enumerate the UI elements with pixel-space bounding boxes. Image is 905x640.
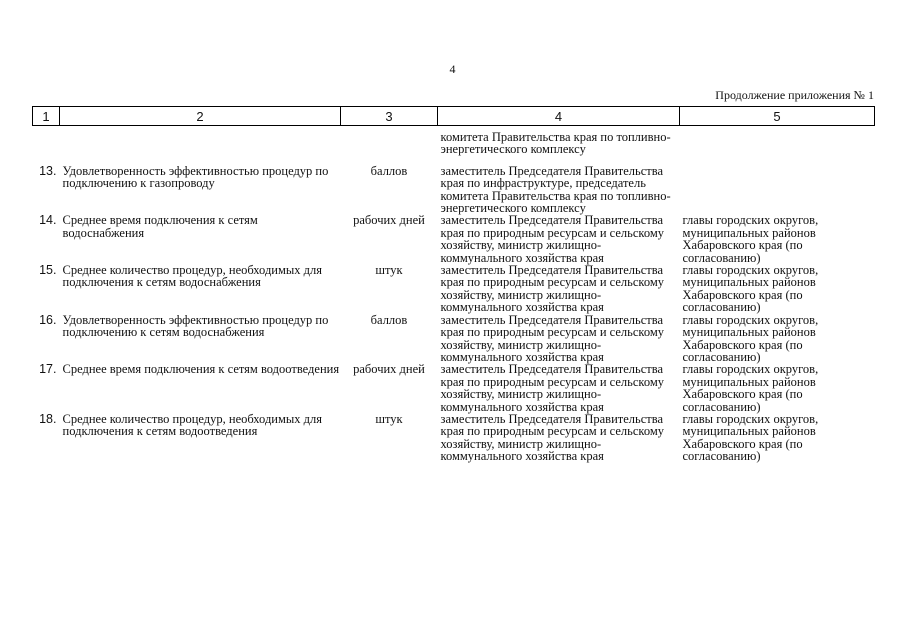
table-row <box>33 413 875 463</box>
column-header-3: 3 <box>341 107 438 126</box>
unit-cell: баллов <box>370 163 408 178</box>
responsible-cell: заместитель Председателя Правительства края по инфраструктуре, председатель комитета Правительства края по топливно-энергетического комплексу <box>440 163 671 216</box>
row-number: 18. <box>39 411 57 426</box>
executors-cell <box>680 126 875 165</box>
table-row <box>33 214 875 264</box>
indicator-cell: Удовлетворенность эффективностью процедур по подключению к сетям водоснабжения <box>62 312 329 340</box>
responsible-cell: заместитель Председателя Правительства края по природным ресурсам и сельскому хозяйству, министр жилищно-коммунального хозяйства края <box>440 263 664 315</box>
table-body <box>33 126 875 463</box>
executors-cell: главы городских округов, муниципальных районов Хабаровского края (по согласованию) <box>682 263 819 315</box>
indicator-cell: Среднее время подключения к сетям водоснабжения <box>62 213 258 240</box>
table-row <box>33 165 875 215</box>
responsible-cell: заместитель Председателя Правительства края по природным ресурсам и сельскому хозяйству, министр жилищно-коммунального хозяйства края <box>440 362 664 414</box>
row-number: 17. <box>39 362 57 377</box>
responsible-cell: заместитель Председателя Правительства края по природным ресурсам и сельскому хозяйству, министр жилищно-коммунального хозяйства края <box>440 213 664 265</box>
unit-cell: штук <box>375 411 403 426</box>
appendix-continuation-label: Продолжение приложения № 1 <box>715 88 874 102</box>
column-header-1: 1 <box>33 107 60 126</box>
executors-cell: главы городских округов, муниципальных районов Хабаровского края (по согласованию) <box>682 213 819 265</box>
appendix-table <box>32 106 875 463</box>
indicator-cell: Среднее время подключения к сетям водоотведения <box>62 362 340 377</box>
executors-cell: главы городских округов, муниципальных районов Хабаровского края (по согласованию) <box>682 362 819 414</box>
indicator-cell: Среднее количество процедур, необходимых для подключения к сетям водоснабжения <box>62 263 323 290</box>
row-number: 16. <box>39 312 57 327</box>
responsible-cell: заместитель Председателя Правительства края по природным ресурсам и сельскому хозяйству, министр жилищно-коммунального хозяйства края <box>440 411 664 464</box>
unit-cell: рабочих дней <box>353 362 425 377</box>
table-row <box>33 264 875 314</box>
row-number: 13. <box>39 163 57 178</box>
row-number: 14. <box>39 213 57 228</box>
executors-cell: главы городских округов, муниципальных районов Хабаровского края (по согласованию) <box>682 411 819 464</box>
column-header-4: 4 <box>438 107 680 126</box>
responsible-cell: комитета Правительства края по топливно-энергетического комплексу <box>440 130 671 157</box>
responsible-cell: заместитель Председателя Правительства края по природным ресурсам и сельскому хозяйству, министр жилищно-коммунального хозяйства края <box>440 312 664 364</box>
indicator-cell <box>60 126 341 165</box>
executors-cell <box>680 165 875 215</box>
unit-cell <box>341 126 438 165</box>
header-row <box>33 107 875 126</box>
table-row <box>33 363 875 413</box>
page-number: 4 <box>449 62 456 76</box>
unit-cell: баллов <box>370 312 408 327</box>
column-header-2: 2 <box>60 107 341 126</box>
table-header <box>33 107 875 126</box>
table-row <box>33 126 875 165</box>
unit-cell: рабочих дней <box>353 213 425 228</box>
executors-cell: главы городских округов, муниципальных районов Хабаровского края (по согласованию) <box>682 312 819 364</box>
unit-cell: штук <box>375 263 403 278</box>
row-number <box>33 126 60 165</box>
table-row <box>33 314 875 364</box>
indicator-cell: Удовлетворенность эффективностью процедур по подключению к газопроводу <box>62 163 329 191</box>
indicator-cell: Среднее количество процедур, необходимых для подключения к сетям водоотведения <box>62 411 323 439</box>
column-header-5: 5 <box>680 107 875 126</box>
row-number: 15. <box>39 263 57 278</box>
